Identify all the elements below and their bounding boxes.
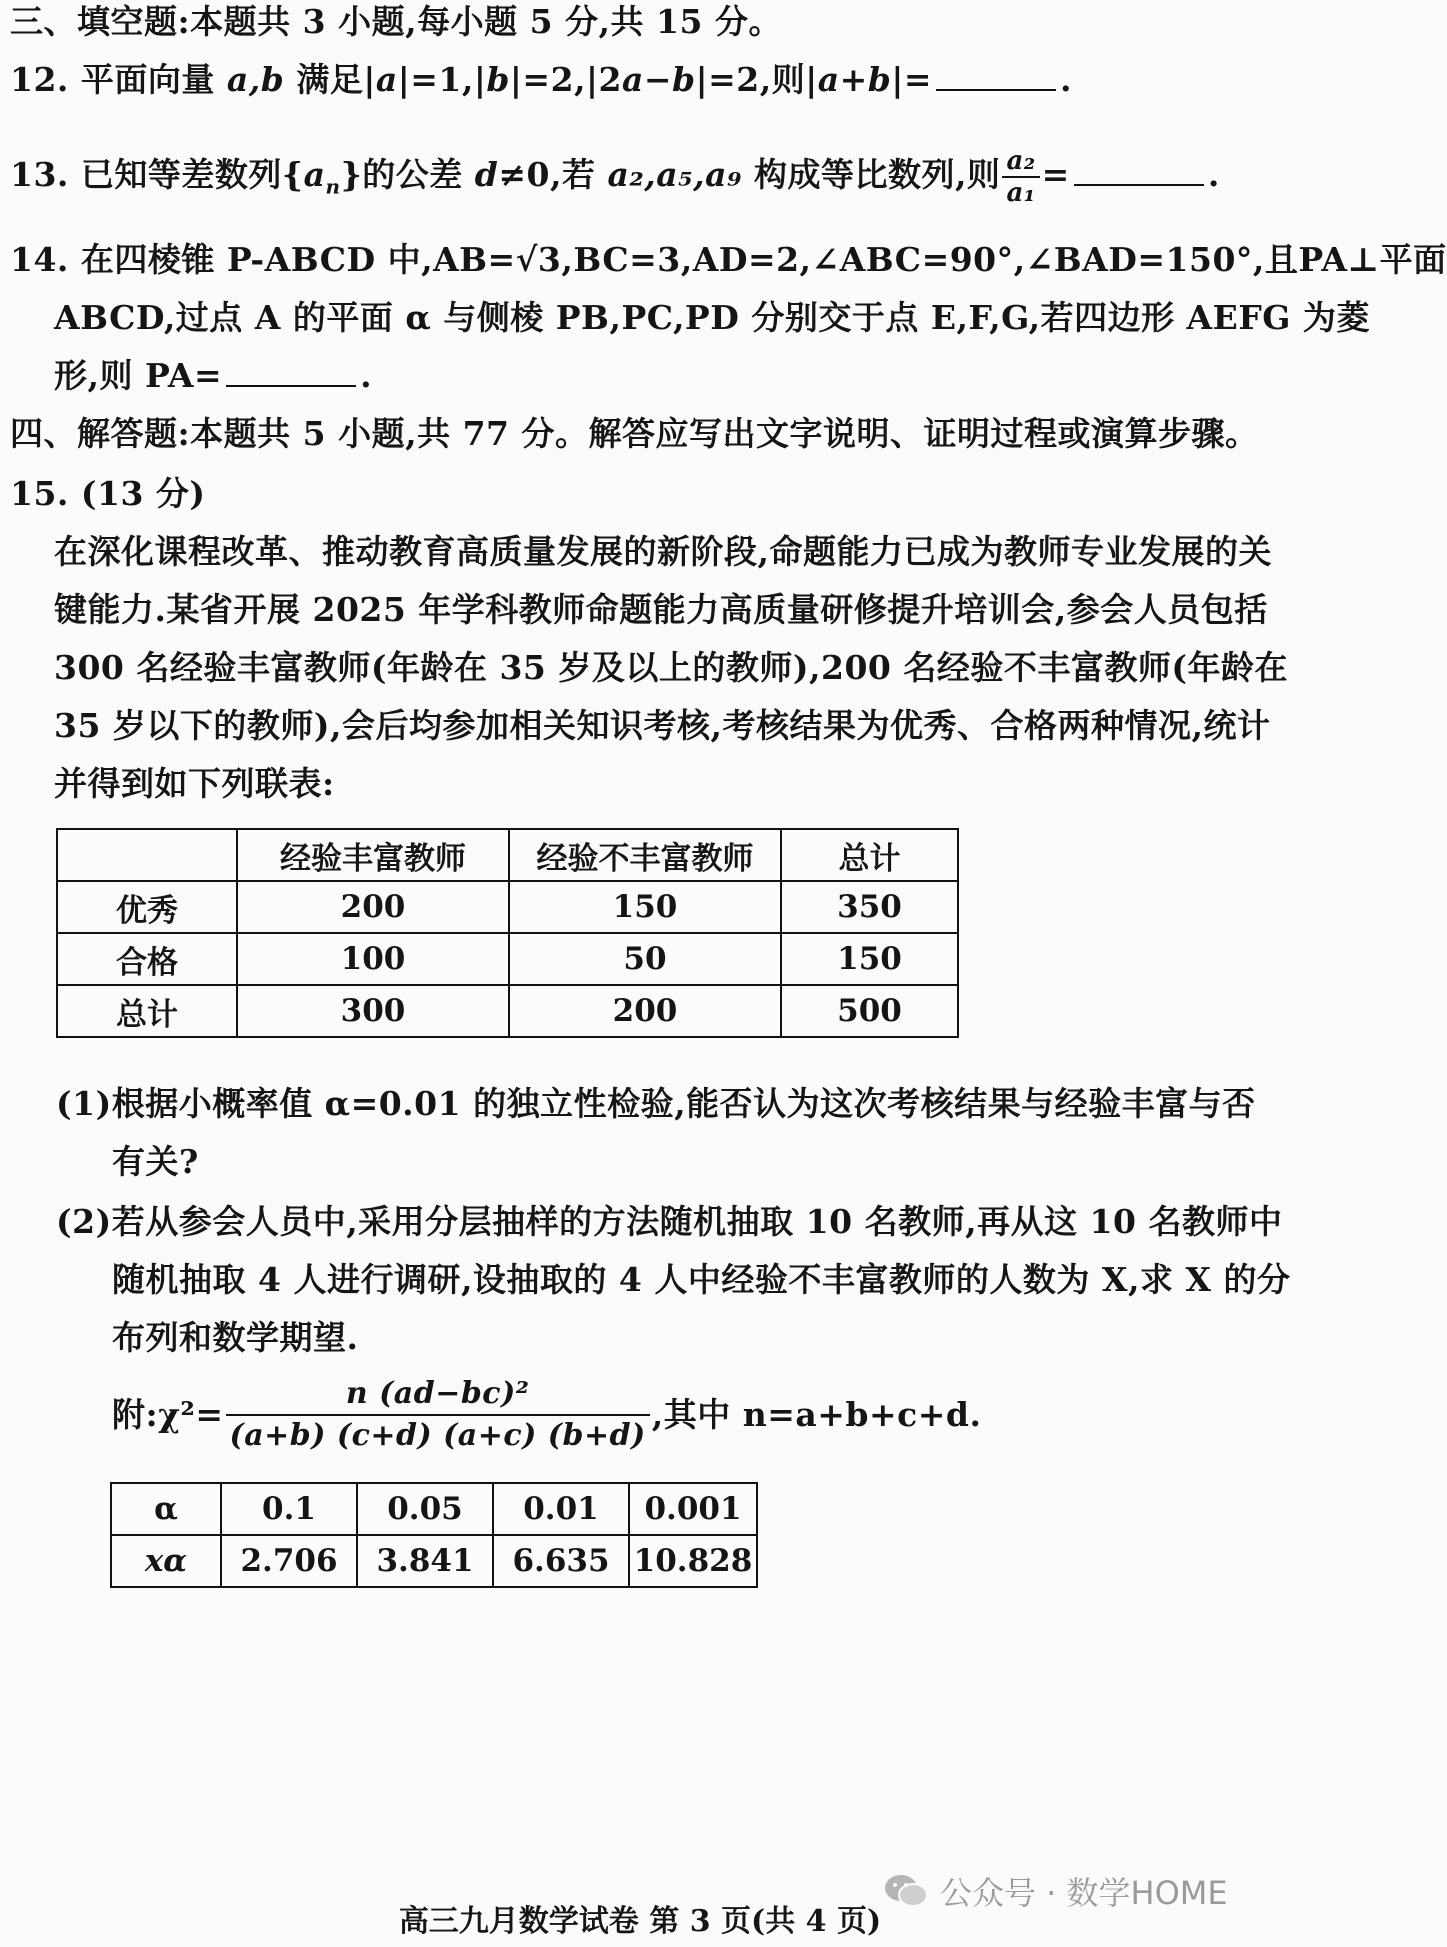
chi-square-fraction: $\frac{\text{n (ad−bc)²}}{(a+b) (c+d) (a+c) (b+d)}$ [226,1374,650,1456]
table-row: α 0.1 0.05 0.01 0.001 [111,1483,757,1535]
question-14-line1: 14. 在四棱锥 P-ABCD 中,AB=√3,BC=3,AD=2,∠ABC=90°,∠BAD=150°,且PA⊥平面 [10,240,1447,279]
q15-sub1-line1: (1)根据小概率值 α=0.01 的独立性检验,能否认为这次考核结果与经验丰富与否 [56,1084,1256,1123]
answer-blank [936,61,1056,91]
critical-value-table [110,1482,758,1588]
appendix-formula: 附:χ²= $\frac{\text{n (ad−bc)²}}{(a+b) (c+d) (a+c) (b+d)}$ ,其中 n=a+b+c+d. [112,1374,981,1456]
table-row: 优秀 200 150 350 [57,881,958,933]
q15-sub2-line3: 布列和数学期望. [112,1318,359,1357]
q15-sub1-line2: 有关? [112,1142,199,1181]
q15-paragraph-4: 35 岁以下的教师),会后均参加相关知识考核,考核结果为优秀、合格两种情况,统计 [54,706,1271,745]
q15-sub2-line2: 随机抽取 4 人进行调研,设抽取的 4 人中经验不丰富教师的人数为 X,求 X 的分 [112,1260,1291,1299]
table-row: 合格 100 50 150 [57,933,958,985]
question-12: 12. 平面向量 a,b 满足|a|=1,|b|=2,|2a−b|=2,则|a+b|= . [10,60,1072,99]
question-14-line2: ABCD,过点 A 的平面 α 与侧棱 PB,PC,PD 分别交于点 E,F,G,若四边形 AEFG 为菱 [54,298,1370,337]
question-13: 13. 已知等差数列$\{a_n\}$的公差 d≠0,若 a₂,a₅,a₉ 构成等比数列,则 $\frac{\text{a₂}}{\text{a₁}}$ = . [10,146,1220,208]
question-15-title: 15. (13 分) [10,474,206,513]
section3-heading: 三、填空题:本题共 3 小题,每小题 5 分,共 15 分。 [10,2,782,41]
q15-paragraph-1: 在深化课程改革、推动教育高质量发展的新阶段,命题能力已成为教师专业发展的关 [54,532,1272,571]
page-footer: 高三九月数学试卷 第 3 页(共 4 页) [398,1904,882,1939]
table-row: xα 2.706 3.841 6.635 10.828 [111,1535,757,1587]
watermark: 公众号 · 数学HOME [882,1868,1228,1914]
contingency-table [56,828,959,1038]
question-14-line3: 形,则 PA= . [54,356,373,395]
table-row: 经验丰富教师 经验不丰富教师 总计 [57,829,958,881]
q15-paragraph-5: 并得到如下列联表: [54,764,335,803]
answer-blank [1074,156,1204,186]
q15-paragraph-2: 键能力.某省开展 2025 年学科教师命题能力高质量研修提升培训会,参会人员包括 [54,590,1268,629]
q15-sub2-line1: (2)若从参会人员中,采用分层抽样的方法随机抽取 10 名教师,再从这 10 名教师中 [56,1202,1283,1241]
q15-paragraph-3: 300 名经验丰富教师(年龄在 35 岁及以上的教师),200 名经验不丰富教师(年龄在 [54,648,1288,687]
table-row: 总计 300 200 500 [57,985,958,1037]
fraction: $\frac{\text{a₂}}{\text{a₁}}$ [1002,146,1039,208]
answer-blank [226,357,356,387]
section4-heading: 四、解答题:本题共 5 小题,共 77 分。解答应写出文字说明、证明过程或演算步骤。 [10,414,1259,453]
